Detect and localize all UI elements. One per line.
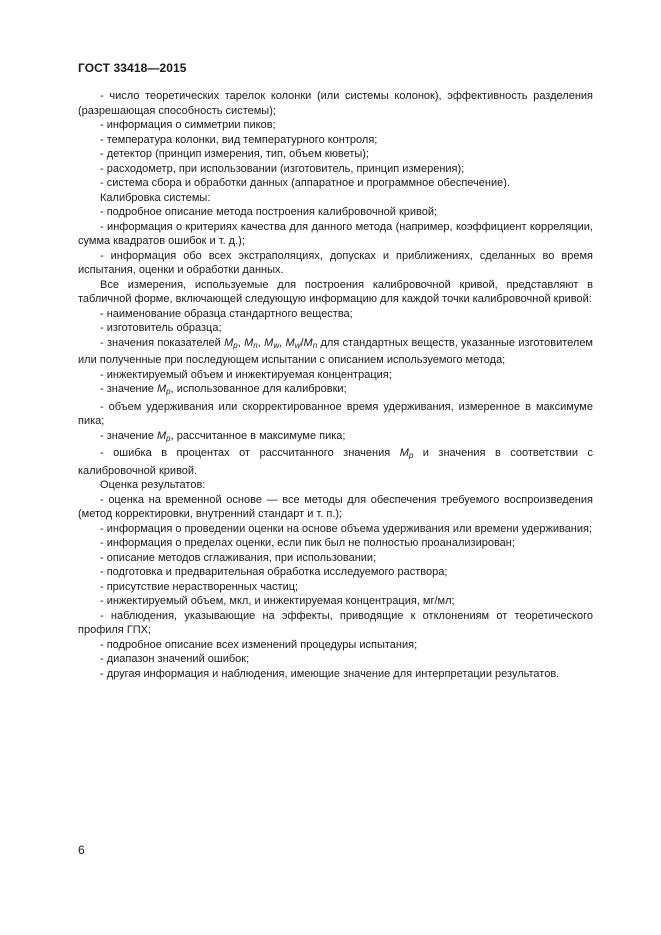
paragraph: Все измерения, используемые для построения калибровочной кривой, представляют в табличной форме, включающей следующую информацию для каждой точки калибровочной кривой:: [78, 278, 593, 305]
section-heading: Оценка результатов:: [100, 479, 206, 491]
paragraph: - подробное описание всех изменений процедуры испытания;: [100, 638, 418, 651]
paragraph: - наблюдения, указывающие на эффекты, приводящие к отклонениям от теоретического профиля ГПХ;: [78, 609, 593, 636]
paragraph: - другая информация и наблюдения, имеющие значение для интерпретации результатов.: [100, 667, 560, 680]
paragraph: - температура колонки, вид температурного контроля;: [100, 133, 378, 146]
page-number: 6: [78, 843, 85, 857]
paragraph: - детектор (принцип измерения, тип, объем кюветы);: [100, 148, 369, 160]
paragraph: - информация о пределах оценки, если пик был не полностью проанализирован;: [100, 537, 515, 549]
section-heading: Калибровка системы:: [100, 191, 211, 204]
paragraph: - присутствие нерастворенных частиц;: [100, 580, 299, 593]
paragraph: - информация о проведении оценки на основе объема удерживания или времени удерживания;: [100, 522, 593, 535]
document-header: ГОСТ 33418—2015: [78, 61, 187, 75]
paragraph: - информация обо всех экстраполяциях, допусках и приближениях, сделанных во время испытания, оценки и обработки данных.: [78, 249, 593, 276]
paragraph: - расходометр, при использовании (изготовитель, принцип измерения);: [100, 162, 465, 175]
paragraph: - наименование образца стандартного вещества;: [100, 307, 353, 320]
paragraph-mp-error: - ошибка в процентах от рассчитанного значения $M_p$ и значения в соответствии с калибровочной кривой.: [78, 447, 593, 477]
paragraph: - число теоретических тарелок колонки (или системы колонок), эффективность разделения (разрешающая способность системы);: [78, 90, 593, 117]
paragraph: - объем удерживания или скорректированное время удерживания, измеренное в максимуме пика;: [78, 400, 593, 427]
paragraph: - изготовитель образца;: [100, 322, 222, 334]
paragraph: - информация о симметрии пиков;: [100, 119, 276, 131]
paragraph: - оценка на временной основе — все методы для обеспечения требуемого воспроизведения (метод корректировки, внутренний стандарт и т. п.);: [78, 493, 593, 520]
paragraph-mp-calibration: - значение $M_p$, использованное для калибровки;: [100, 383, 347, 396]
paragraph: - инжектируемый объем, мкл, и инжектируемая концентрация, мг/мл;: [100, 595, 455, 607]
paragraph: - система сбора и обработки данных (аппаратное и программное обеспечение).: [100, 177, 510, 189]
document-body: [78, 89, 593, 681]
paragraph: - инжектируемый объем и инжектируемая концентрация;: [100, 368, 392, 381]
paragraph: - подробное описание метода построения калибровочной кривой;: [100, 206, 438, 218]
paragraph: - диапазон значений ошибок;: [100, 653, 250, 665]
paragraph-mp-peak: - значение $M_p$, рассчитанное в максимуме пика;: [100, 429, 346, 443]
paragraph-values: - значения показателей $M_p$, $M_n$, $M_w$, $M_w/M_n$ для стандартных веществ, указанные изготовителем или полученные при последующем испытании с описанием используемого метода;: [78, 336, 593, 366]
paragraph: - информация о критериях качества для данного метода (например, коэффициент корреляции, сумма квадратов ошибок и т. д.);: [78, 220, 593, 247]
paragraph: - подготовка и предварительная обработка исследуемого раствора;: [100, 566, 448, 578]
paragraph: - описание методов сглаживания, при использовании;: [100, 551, 377, 564]
